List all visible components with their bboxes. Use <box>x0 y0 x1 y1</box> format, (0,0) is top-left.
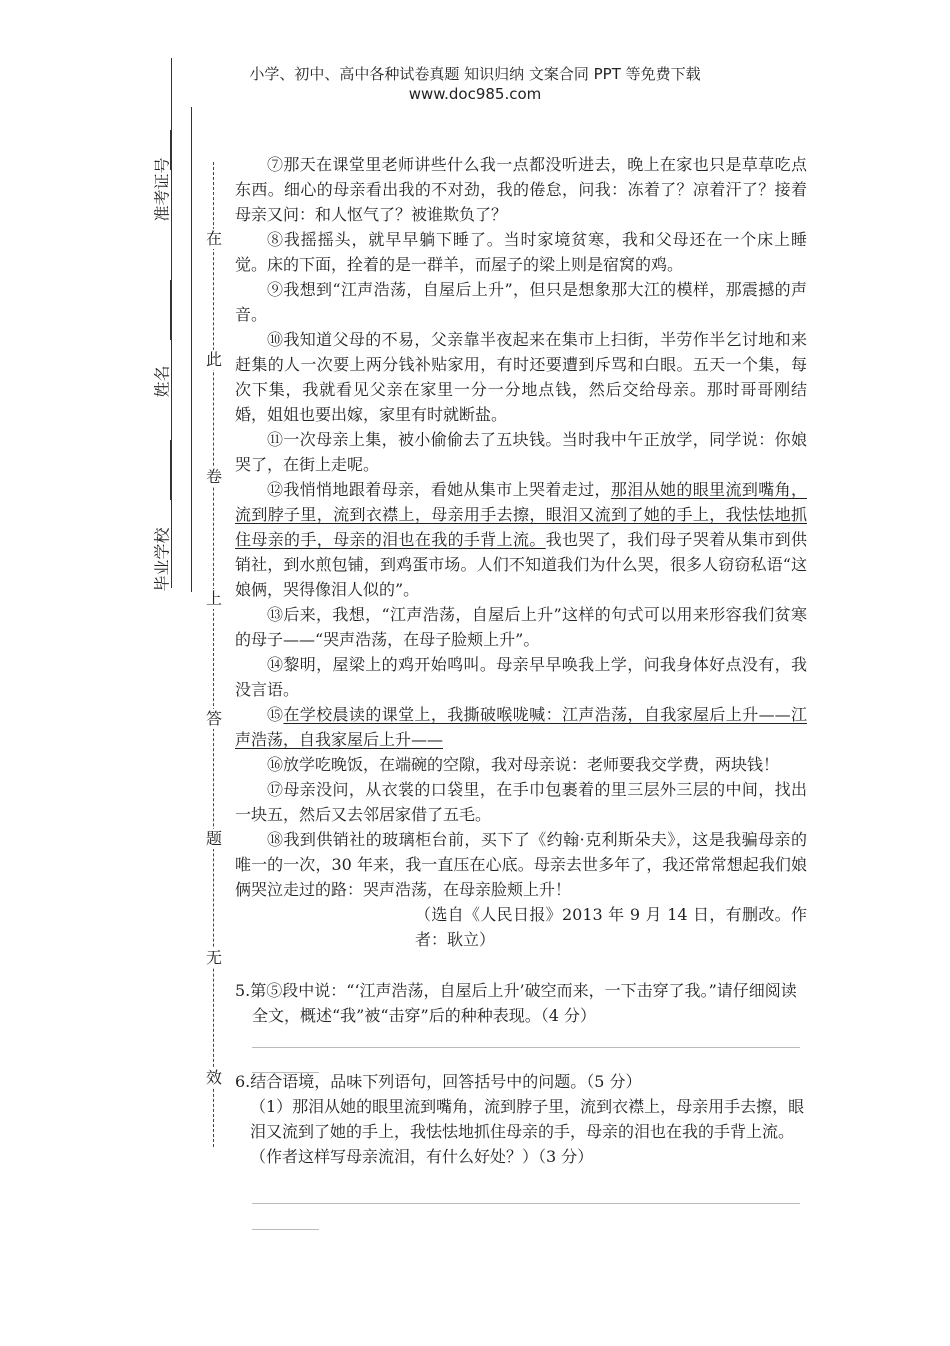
paragraph-15 <box>235 702 807 752</box>
question-6-1: （1）那泪从她的眼里流到嘴角，流到脖子里，流到衣襟上，母亲用手去擦，眼泪又流到了她的手上，我怯怯地抓住母亲的手，母亲的泪也在我的手背上流。（作者这样写母亲流泪，有什么好处？）（3 分） <box>250 1097 805 1166</box>
answer-line-6-short[interactable] <box>252 1229 319 1230</box>
header-title: 小学、初中、高中各种试卷真题 知识归纳 文案合同 PPT 等免费下载 <box>249 65 701 83</box>
paragraph-8: ⑧我摇摇头，就早早躺下睡了。当时家境贫寒，我和父母还在一个床上睡觉。床的下面，拴着的是一群羊，而屋子的梁上则是宿窝的鸡。 <box>235 230 807 274</box>
source-citation: （选自《人民日报》2013 年 9 月 14 日，有删改。作者：耿立） <box>415 905 807 949</box>
answer-line-6[interactable] <box>252 1203 800 1204</box>
name-blank[interactable] <box>170 280 171 340</box>
seal-char: 无 <box>205 948 222 967</box>
school-blank[interactable] <box>170 440 171 500</box>
seal-char: 此 <box>205 350 222 369</box>
seal-dashed-line <box>213 162 214 1147</box>
seal-char: 卷 <box>205 467 222 486</box>
paragraph-13: ⑬后来，我想，“江声浩荡，自屋后上升”这样的句式可以用来形容我们贫寒的母子——“哭声浩荡，在母子脸颊上升”。 <box>235 605 807 649</box>
paragraph-7: ⑦那天在课堂里老师讲些什么我一点都没听进去，晚上在家也只是草草吃点东西。细心的母亲看出我的不对劲，我的倦怠，问我：冻着了？凉着汗了？接着母亲又问：和人怄气了？被谁欺负了？ <box>235 155 807 224</box>
paragraph-10: ⑩我知道父母的不易，父亲靠半夜起来在集市上扫街，半劳作半乞讨地和来赶集的人一次要上两分钱补贴家用，有时还要遭到斥骂和白眼。五天一个集，每次下集，我就看见父亲在家里一分一分地点钱，然后交给母亲。那时哥哥刚结婚，姐姐也要出嫁，家里有时就断盐。 <box>235 330 807 424</box>
paragraph-15-number: ⑮ <box>267 705 284 724</box>
paragraph-11: ⑪一次母亲上集，被小偷偷去了五块钱。当时我中午正放学，同学说：你娘哭了，在街上走呢。 <box>235 430 807 474</box>
answer-line-5[interactable] <box>252 1047 800 1048</box>
seal-char: 题 <box>205 829 222 848</box>
question-6: 6.结合语境，品味下列语句，回答括号中的问题。（5 分） <box>235 1072 642 1091</box>
paragraph-16: ⑯放学吃晚饭，在端碗的空隙，我对母亲说：老师要我交学费，两块钱！ <box>267 755 780 774</box>
page-header <box>0 64 950 104</box>
reading-passage <box>235 152 807 952</box>
question-5-text: 5.第⑤段中说：“‘江声浩荡，自屋后上升’破空而来，一下击穿了我。”请仔细阅读全文，概述“我”被“击穿”后的种种表现。（4 分） <box>235 981 797 1025</box>
paragraph-12-tail: 我也哭了，我们母子哭着从集市到供销社，到水煎包铺，到鸡蛋市场。人们不知道我们为什么哭，很多人窃窃私语“这娘俩，哭得像泪人似的”。 <box>235 530 807 599</box>
binding-inner-line <box>191 107 192 592</box>
seal-char: 答 <box>205 709 222 728</box>
paragraph-12-lead: ⑫我悄悄地跟着母亲，看她从集市上哭着走过， <box>267 480 611 499</box>
question-5 <box>235 978 807 1028</box>
paragraph-17: ⑰母亲没问，从衣裳的口袋里，在手巾包裹着的里三层外三层的中间，找出一块五，然后又去邻居家借了五毛。 <box>235 780 807 824</box>
paragraph-18: ⑱我到供销社的玻璃柜台前，买下了《约翰·克利斯朵夫》，这是我骗母亲的唯一的一次，30 年来，我一直压在心底。母亲去世多年了，我还常常想起我们娘俩哭泣走过的路：哭声浩荡，在母亲脸颊上升！ <box>235 830 807 899</box>
underlined-sentence-15: 在学校晨读的课堂上，我撕破喉咙喊：江声浩荡，自我家屋后上升——江声浩荡，自我家屋后上升—— <box>235 705 807 749</box>
exam-number-label: 准考证号 <box>152 157 172 222</box>
paragraph-9: ⑨我想到“江声浩荡，自屋后上升”，但只是想象那大江的模样，那震撼的声音。 <box>235 280 807 324</box>
header-url: www.doc985.com <box>408 85 542 103</box>
questions-section <box>235 978 807 1230</box>
school-label: 毕业学校 <box>152 527 172 592</box>
seal-char: 效 <box>205 1068 222 1087</box>
paragraph-14: ⑭黎明，屋梁上的鸡开始鸣叫。母亲早早唤我上学，问我身体好点没有，我没言语。 <box>235 655 807 699</box>
seal-char: 上 <box>205 589 222 608</box>
seal-char: 在 <box>205 229 222 248</box>
name-label: 姓名 <box>152 365 172 398</box>
exam-number-blank[interactable] <box>170 130 171 170</box>
paragraph-12 <box>235 477 807 602</box>
underlined-sentence-12: 那泪从她的眼里流到嘴角，流到脖子里，流到衣襟上，母亲用手去擦，眼泪又流到了她的手上，我怯怯地抓住母亲的手，母亲的泪也在我的手背上流。 <box>235 480 807 549</box>
